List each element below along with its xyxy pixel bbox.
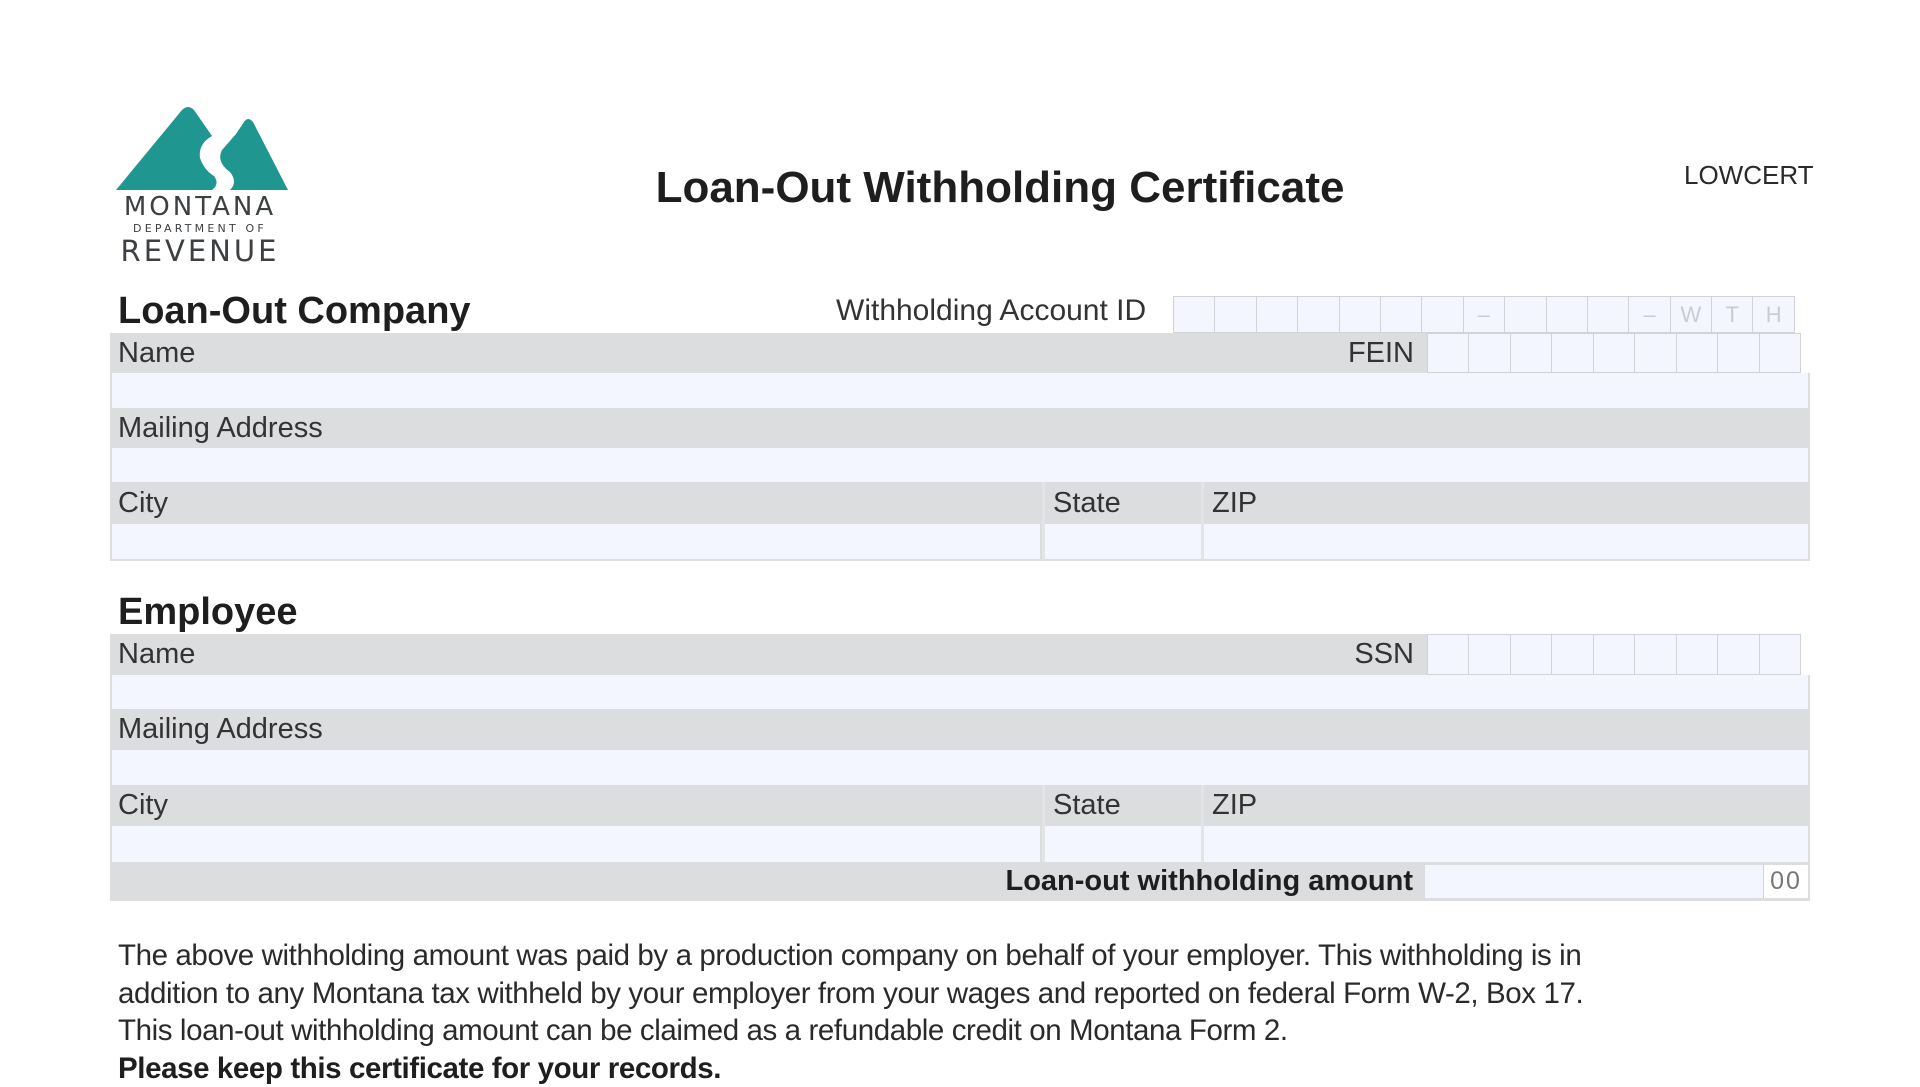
fein-box[interactable] [1717,333,1759,373]
withholding-account-id-box[interactable]: – [1463,296,1505,333]
employee-mailing-address-label: Mailing Address [118,713,323,746]
footer-line-2: addition to any Montana tax withheld by your employer from your wages and reported on federal Form W-2, Box 17. [118,975,1838,1013]
company-city-label-row [110,482,1042,524]
withholding-account-id-box[interactable] [1339,296,1381,333]
withholding-account-id-box[interactable] [1421,296,1463,333]
withholding-amount-cents: 00 [1763,865,1808,898]
withholding-amount-label-row [110,862,1425,901]
employee-city-label-row [110,785,1042,826]
employee-mailing-address-input[interactable] [110,750,1810,785]
withholding-account-id-label: Withholding Account ID [836,294,1146,328]
withholding-account-id-box[interactable] [1380,296,1422,333]
logo-text-montana: MONTANA [112,192,288,222]
withholding-account-id-box[interactable] [1214,296,1256,333]
company-mailing-address-label-row [110,408,1810,448]
company-zip-label: ZIP [1212,487,1257,520]
employee-state-input[interactable] [1042,826,1201,862]
company-mailing-address-input[interactable] [110,448,1810,482]
fein-box[interactable] [1427,333,1469,373]
withholding-account-id-field[interactable] [1174,296,1810,333]
logo-text-department: DEPARTMENT OF [112,222,288,235]
employee-city-label: City [118,789,168,822]
company-state-input[interactable] [1042,524,1201,561]
page-title: Loan-Out Withholding Certificate [0,163,1920,213]
ssn-box[interactable] [1759,634,1801,675]
ssn-box[interactable] [1468,634,1510,675]
employee-zip-label-row [1201,785,1810,826]
employee-zip-input[interactable] [1201,826,1810,862]
company-zip-label-row [1201,482,1810,524]
fein-box[interactable] [1593,333,1635,373]
employee-zip-label: ZIP [1212,789,1257,822]
fein-box[interactable] [1676,333,1718,373]
ssn-box[interactable] [1676,634,1718,675]
withholding-account-id-box[interactable] [1297,296,1339,333]
company-name-label-row [110,333,1428,373]
footer-keep-records-note: Please keep this certificate for your records. [118,1050,1838,1087]
fein-box[interactable] [1510,333,1552,373]
employee-city-input[interactable] [110,826,1042,862]
fein-box[interactable] [1634,333,1676,373]
ssn-box[interactable] [1551,634,1593,675]
company-state-label: State [1053,487,1121,520]
footer-paragraph [118,937,1838,1087]
form-code: LOWCERT [1684,160,1814,191]
company-name-input[interactable] [110,373,1810,408]
ssn-box[interactable] [1510,634,1552,675]
fein-field[interactable] [1428,333,1810,373]
withholding-account-id-box[interactable] [1173,296,1215,333]
ssn-box[interactable] [1634,634,1676,675]
fein-box[interactable] [1468,333,1510,373]
employee-mailing-address-label-row [110,709,1810,750]
withholding-account-id-box[interactable]: W [1670,296,1712,333]
employee-state-label: State [1053,789,1121,822]
fein-box[interactable] [1759,333,1801,373]
withholding-amount-dollars-input[interactable] [1425,865,1763,898]
withholding-amount-label: Loan-out withholding amount [1005,865,1413,898]
withholding-account-id-box[interactable] [1504,296,1546,333]
company-city-label: City [118,487,168,520]
employee-name-input[interactable] [110,675,1810,709]
withholding-account-id-box[interactable] [1587,296,1629,333]
withholding-account-id-box[interactable]: H [1752,296,1794,333]
company-state-label-row [1042,482,1201,524]
section-title-loan-out-company: Loan-Out Company [118,290,471,333]
footer-line-3: This loan-out withholding amount can be claimed as a refundable credit on Montana Form 2. [118,1012,1838,1050]
ssn-box[interactable] [1593,634,1635,675]
withholding-account-id-box[interactable]: – [1628,296,1670,333]
withholding-amount-field [1425,862,1810,901]
employee-name-label-row [110,634,1428,675]
logo-text-revenue: REVENUE [112,234,288,268]
withholding-account-id-box[interactable] [1256,296,1298,333]
ssn-field[interactable] [1428,634,1810,675]
fein-label: FEIN [1348,337,1414,370]
section-title-employee: Employee [118,591,298,634]
fein-box[interactable] [1551,333,1593,373]
ssn-box[interactable] [1427,634,1469,675]
employee-name-label: Name [118,638,195,671]
ssn-label: SSN [1354,638,1414,671]
footer-line-1: The above withholding amount was paid by a production company on behalf of your employer. This withholding is in [118,937,1838,975]
company-name-label: Name [118,337,195,370]
employee-state-label-row [1042,785,1201,826]
withholding-account-id-box[interactable] [1546,296,1588,333]
ssn-box[interactable] [1717,634,1759,675]
company-city-input[interactable] [110,524,1042,561]
company-mailing-address-label: Mailing Address [118,412,323,445]
company-zip-input[interactable] [1201,524,1810,561]
withholding-account-id-box[interactable]: T [1711,296,1753,333]
